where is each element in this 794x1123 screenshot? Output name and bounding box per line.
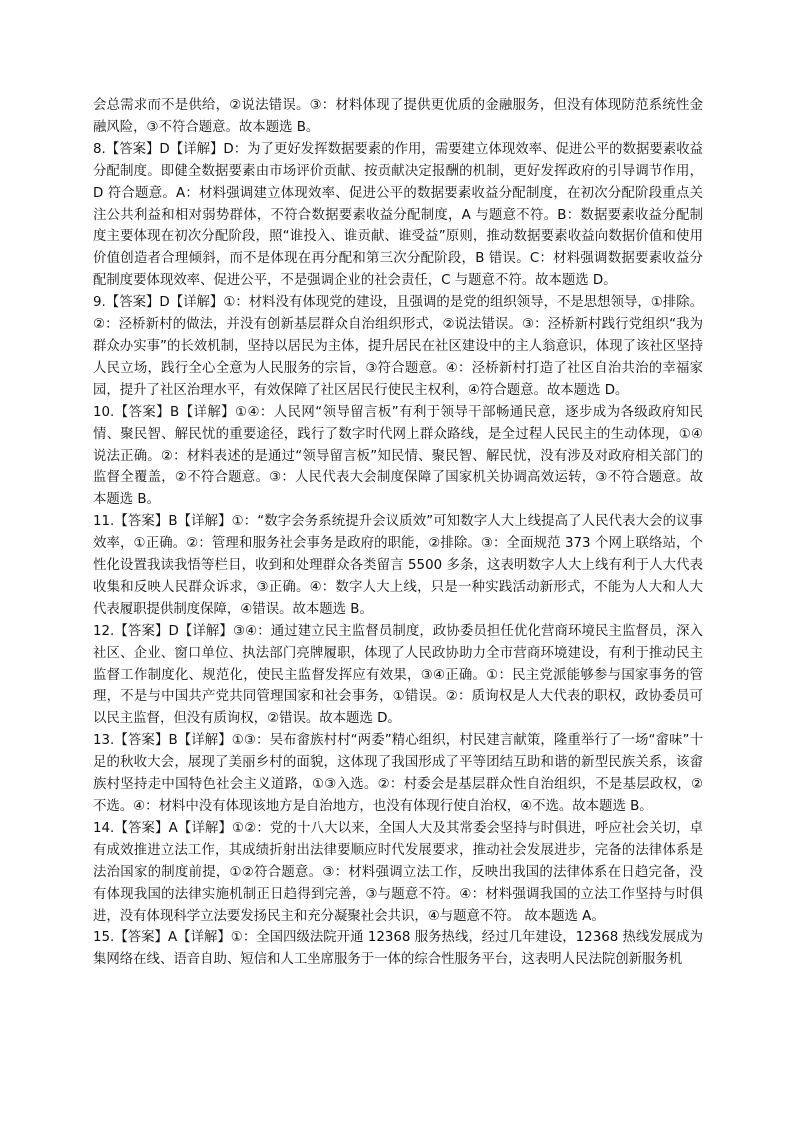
answer-paragraph-11: 11.【答案】B【详解】①：“数字会务系统提升会议质效”可知数字人大上线提高了人民代表大会的议事效率，①正确。②：管理和服务社会事务是政府的职能，②排除。③：全面规范 373 个网上联络站，个性化设置我读我悟等栏目，收到和处理群众各类留言 5500 多条，这表明数字人大上线有利于人大代表收集和反映人民群众诉求，③正确。④：数字人大上线，只是一种实践活动新形式，不能为人大和人大代表履职提供制度保障，④错误。故本题选 B。: [93, 514, 703, 617]
answer-paragraph-12: 12.【答案】D【详解】③④：通过建立民主监督员制度，政协委员担任优化营商环境民主监督员，深入社区、企业、窗口单位、执法部门亮牌履职，体现了人民政协助力全市营商环境建设，有利于推动民主监督工作制度化、规范化，使民主监督发挥应有效果，③④正确。①：民主党派能够参与国家事务的管理，不是与中国共产党共同管理国家和社会事务，①错误。②：质询权是人大代表的职权，政协委员可以民主监督，但没有质询权，②错误。故本题选 D。: [93, 623, 703, 727]
answer-paragraph-9: 9.【答案】D【详解】①：材料没有体现党的建设，且强调的是党的组织领导，不是思想领导，①排除。②：泾桥新村的做法，并没有创新基层群众自治组织形式，②说法错误。③：泾桥新村践行党组织“我为群众办实事”的长效机制，坚持以居民为主体，提升居民在社区建设中的主人翁意识，体现了该社区坚持人民立场，践行全心全意为人民服务的宗旨，③符合题意。④：泾桥新村打造了社区自治共治的幸福家园，提升了社区治理水平，有效保障了社区居民行使民主权利，④符合题意。故本题选 D。: [93, 295, 703, 398]
answer-paragraph-14: 14.【答案】A【详解】①②：党的十八大以来，全国人大及其常委会坚持与时俱进，呼应社会关切，卓有成效推进立法工作，其成绩折射出法律要顺应时代发展要求，推动社会发展进步，完备的法律体系是法治国家的制度前提，①②符合题意。③：材料强调立法工作，反映出我国的法律体系在日趋完备，没有体现我国的法律实施机制正日趋得到完善，③与题意不符。④：材料强调我国的立法工作坚持与时俱进，没有体现科学立法要发扬民主和充分凝聚社会共识，④与题意不符。 故本题选 A。: [93, 820, 703, 924]
answer-paragraph-15: 15.【答案】A【详解】①：全国四级法院开通 12368 服务热线，经过几年建设，12368 热线发展成为集网络在线、语音自助、短信和人工坐席服务于一体的综合性服务平台，这表明人民法院创新服务机: [93, 930, 703, 968]
answer-paragraph-continued: 会总需求而不是供给，②说法错误。③：材料体现了提供更优质的金融服务，但没有体现防范系统性金融风险，③不符合题意。故本题选 B。: [93, 98, 703, 135]
answer-paragraph-13: 13.【答案】B【详解】①③：吴布畲族村村“两委”精心组织，村民建言献策，隆重举行了一场“畲味”十足的秋收大会，展现了美丽乡村的面貌，这体现了我国形成了平等团结互助和谐的新型民族关系，该畲族村坚持走中国特色社会主义道路，①③入选。②：村委会是基层群众性自治组织，不是基层政权，②不选。④：材料中没有体现该地方是自治地方，也没有体现行使自治权，④不选。故本题选 B。: [93, 733, 703, 814]
answer-paragraph-8: 8.【答案】D【详解】D：为了更好发挥数据要素的作用，需要建立体现效率、促进公平的数据要素收益分配制度。即健全数据要素由市场评价贡献、按贡献决定报酬的机制，更好发挥政府的引导调节作用，D 符合题意。A：材料强调建立体现效率、促进公平的数据要素收益分配制度，在初次分配阶段重点关注公共利益和相对弱势群体，不符合数据要素收益分配制度，A 与题意不符。B：数据要素收益分配制度主要体现在初次分配阶段，照“谁投入、谁贡献、谁受益”原则，推动数据要素收益向数据价值和使用价值创造者合理倾斜，而不是体现在再分配和第三次分配阶段，B 错误。C：材料强调数据要素收益分配制度要体现效率、促进公平，不是强调企业的社会责任，C 与题意不符。故本题选 D。: [93, 141, 703, 289]
answer-paragraph-10: 10.【答案】B【详解】①④：人民网“领导留言板”有利于领导干部畅通民意，逐步成为各级政府知民情、聚民智、解民忧的重要途径，践行了数字时代网上群众路线，是全过程人民民主的生动体现，①④说法正确。②：材料表述的是通过“领导留言板”知民情、聚民智、解民忧，没有涉及对政府相关部门的监督全覆盖，②不符合题意。③：人民代表大会制度保障了国家机关协调高效运转，③不符合题意。故本题选 B。: [93, 404, 703, 508]
document-page: [93, 95, 703, 971]
